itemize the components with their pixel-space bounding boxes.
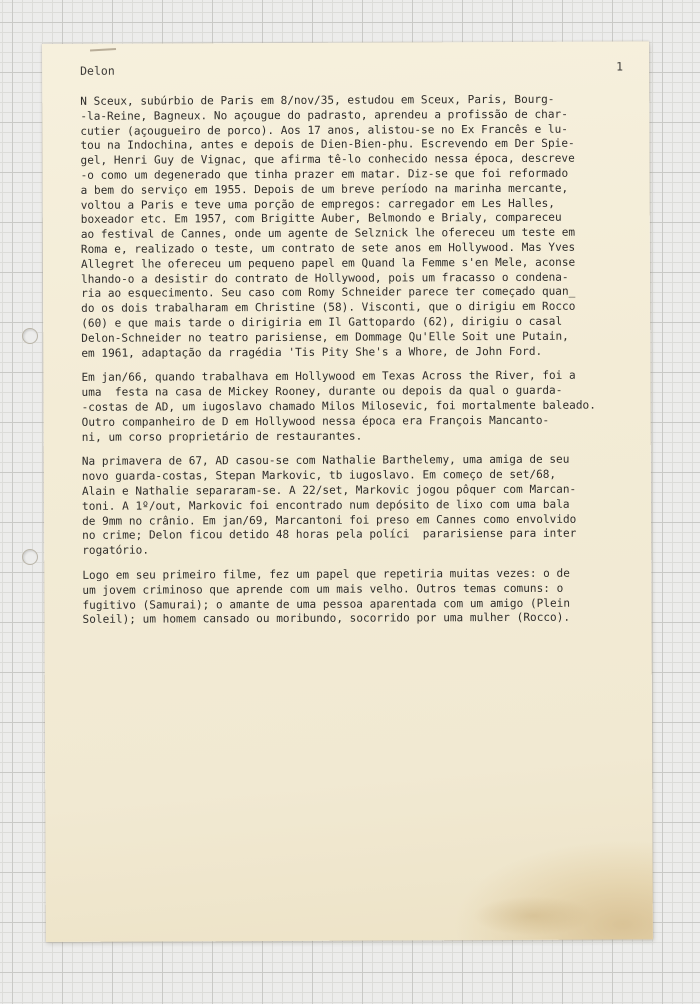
text-line: -la-Reine, Bagneux. No açougue do padrasto, aprendeu a profissão de char- bbox=[80, 107, 568, 123]
text-line: Alain e Nathalie separaram-se. A 22/set, Markovic jogou pôquer com Marcan- bbox=[81, 482, 577, 498]
text-line: ria ao esquecimento. Seu caso com Romy Schneider parece ter começado quan_ bbox=[81, 285, 576, 301]
typewritten-page bbox=[42, 41, 653, 942]
text-line: tou na Indochina, antes e depois de Dien-Bien-phu. Escrevendo em Der Spie- bbox=[80, 137, 575, 153]
paragraph-themes bbox=[82, 566, 642, 628]
text-line: Soleil); um homem cansado ou moribundo, socorrido por uma mulher (Rocco). bbox=[82, 610, 571, 627]
text-line: -costas de AD, um iugoslavo chamado Milos Milosevic, foi mortalmente baleado. bbox=[81, 398, 596, 414]
text-line: boxeador etc. Em 1957, com Brigitte Auber, Belmondo e Brialy, compareceu bbox=[80, 211, 562, 227]
text-line: Logo em seu primeiro filme, fez um papel que repetiria muitas vezes: o de bbox=[82, 566, 570, 582]
text-line: Delon-Schneider no teatro parisiense, em Dommage Qu'Elle Soit une Putain, bbox=[81, 329, 569, 345]
text-line: Em jan/66, quando trabalhava em Hollywood em Texas Across the River, foi a bbox=[81, 369, 576, 385]
text-line: do os dois trabalharam em Christine (58). Visconti, que o dirigiu em Rocco bbox=[81, 299, 576, 315]
text-line: -o como um degenerado que tinha prazer em matar. Diz-se que foi reformado bbox=[80, 166, 569, 182]
text-line: Na primavera de 67, AD casou-se com Nathalie Barthelemy, uma amiga de seu bbox=[81, 453, 570, 469]
text-line: toni. A 1º/out, Markovic foi encontrado num depósito de lixo com uma bala bbox=[81, 497, 570, 513]
text-line: no crime; Delon ficou detido 48 horas pela políci pararisiense para inter bbox=[82, 526, 577, 543]
text-line: rogatório. bbox=[82, 543, 150, 557]
paragraph-hollywood bbox=[81, 369, 641, 445]
running-head: Delon bbox=[80, 63, 115, 78]
page-number: 1 bbox=[616, 59, 624, 74]
paragraph-marriage bbox=[82, 453, 642, 559]
text-line: voltou a Paris e teve uma porção de empregos: carregador em Les Halles, bbox=[80, 196, 555, 212]
pencil-mark bbox=[90, 48, 116, 51]
text-line: cutier (açougueiro de porco). Aos 17 anos, alistou-se no Ex Francês e lu- bbox=[80, 122, 568, 138]
text-line: N Sceux, subúrbio de Paris em 8/nov/35, estudou em Sceux, Paris, Bourg- bbox=[80, 92, 555, 108]
text-line: uma festa na casa de Mickey Rooney, durante ou depois da qual o guarda- bbox=[81, 383, 563, 399]
punch-hole bbox=[22, 549, 38, 565]
paragraph-biography bbox=[80, 92, 641, 361]
text-line: lhando-o a desistir do contrato de Hollywood, pois um fracasso o condena- bbox=[80, 270, 569, 286]
text-line: novo guarda-costas, Stepan Markovic, tb iugoslavo. Em começo de set/68, bbox=[81, 467, 557, 483]
text-line: (60) e que mais tarde o dirigiria em Il Gattopardo (62), dirigiu o casal bbox=[81, 314, 563, 330]
text-line: de 9mm no crânio. Em jan/69, Marcantoni foi preso em Cannes como envolvido bbox=[82, 512, 577, 528]
text-line: ao festival de Cannes, onde um agente de Selznick lhe ofereceu um teste em bbox=[80, 225, 576, 242]
text-line: em 1961, adaptação da rragédia 'Tis Pity She's a Whore, de John Ford. bbox=[81, 344, 543, 360]
text-line: ni, um corso proprietário de restaurantes. bbox=[81, 429, 363, 444]
text-line: Allegret lhe ofereceu um pequeno papel em Quand la Femme s'en Mele, aconse bbox=[80, 255, 576, 271]
text-line: Roma e, realizado o teste, um contrato de sete anos em Hollywood. Mas Yves bbox=[80, 240, 576, 256]
body-text bbox=[80, 92, 642, 638]
text-line: gel, Henri Guy de Vignac, que afirma tê-lo conhecido nessa época, descreve bbox=[80, 151, 575, 168]
punch-hole bbox=[22, 328, 38, 344]
text-line: um jovem criminoso que aprende com um mais velho. Outros temas comuns: o bbox=[82, 581, 564, 597]
text-line: fugitivo (Samurai); o amante de uma pessoa aparentada com um amigo (Plein bbox=[82, 596, 571, 612]
text-line: a bem do serviço em 1955. Depois de um breve período na marinha mercante, bbox=[80, 181, 569, 197]
text-line: Outro companheiro de D em Hollywood nessa época era François Mancanto- bbox=[81, 413, 550, 429]
